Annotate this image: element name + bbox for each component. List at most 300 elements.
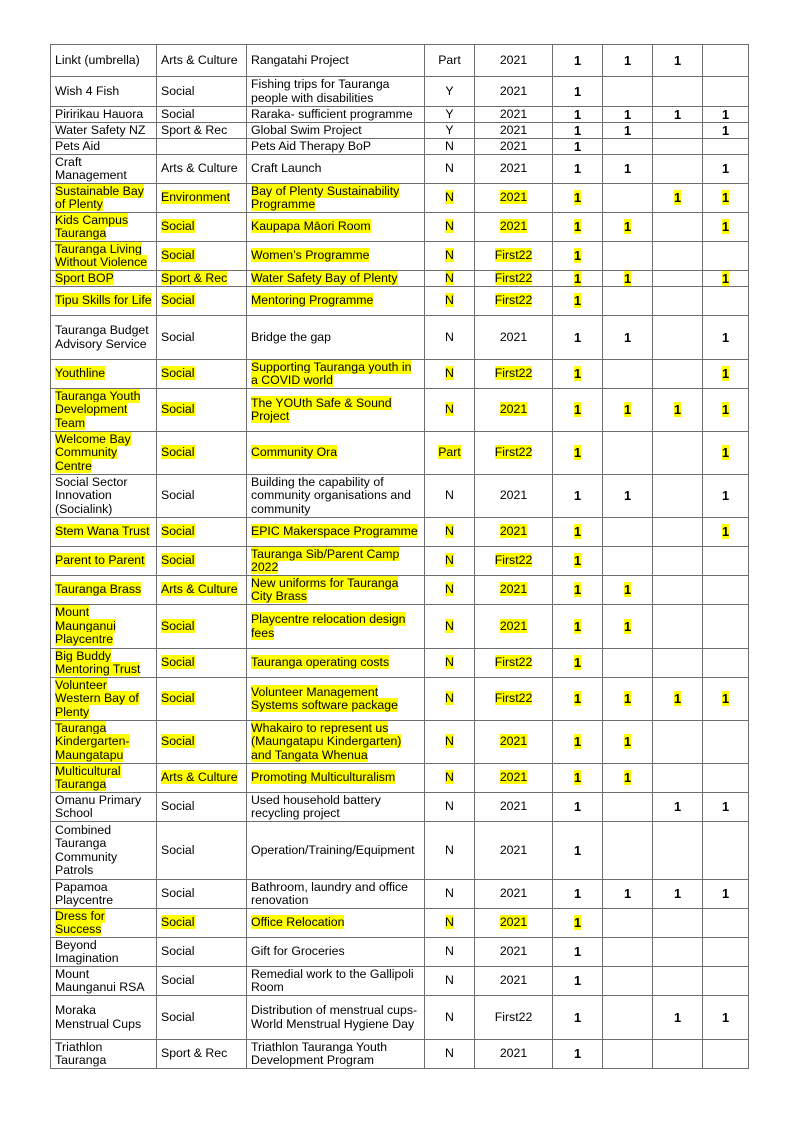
flag-cell [425,721,475,764]
table-row [51,793,749,822]
flag-cell [425,938,475,967]
sector-cell-text: Arts & Culture [161,161,238,176]
flag-cell-text: N [445,734,454,749]
flag-cell-text: N [445,553,454,568]
indicator-2-cell-text: 1 [623,402,632,418]
project-cell-text: Bathroom, laundry and office renovation [251,879,408,907]
project-cell [247,432,425,475]
indicator-2-cell [603,316,653,360]
indicator-4-cell [703,721,749,764]
sector-cell [157,793,247,822]
year-cell-text: First22 [494,293,533,308]
indicator-2-cell [603,139,653,155]
project-cell [247,880,425,909]
sector-cell [157,432,247,475]
indicator-3-cell [653,107,703,123]
indicator-1-cell [553,678,603,721]
indicator-1-cell [553,242,603,271]
year-cell [475,518,553,547]
indicator-3-cell [653,1040,703,1069]
organisation-cell [51,107,157,123]
flag-cell [425,45,475,77]
organisation-cell-text: Big Buddy Mentoring Trust [55,648,141,676]
project-cell-text: Distribution of menstrual cups- World Menstrual Hygiene Day [251,1003,418,1031]
table-row [51,678,749,721]
flag-cell [425,822,475,880]
organisation-cell [51,764,157,793]
sector-cell-text: Social [161,524,195,539]
indicator-4-cell-text: 1 [721,366,730,382]
year-cell-text: 2021 [499,770,528,785]
organisation-cell [51,123,157,139]
indicator-3-cell [653,123,703,139]
flag-cell [425,793,475,822]
indicator-4-cell-text: 1 [721,270,730,286]
year-cell [475,649,553,678]
indicator-1-cell [553,909,603,938]
sector-cell-text: Social [161,329,195,344]
year-cell [475,45,553,77]
table-row [51,107,749,123]
sector-cell [157,475,247,518]
indicator-3-cell [653,389,703,432]
indicator-1-cell-text: 1 [573,329,582,345]
project-cell-text: Volunteer Management Systems software package [251,684,398,712]
indicator-3-cell [653,45,703,77]
sector-cell-text: Social [161,886,195,901]
flag-cell [425,107,475,123]
year-cell-text: 2021 [499,944,528,959]
year-cell-text: 2021 [499,973,528,988]
sector-cell-text: Social [161,655,195,670]
indicator-1-cell-text: 1 [573,488,582,504]
sector-cell-text: Environment [161,190,231,205]
table-row [51,184,749,213]
project-cell-text: Kaupapa Māori Room [251,219,371,234]
sector-cell [157,213,247,242]
project-cell-text: Remedial work to the Gallipoli Room [251,966,414,994]
project-cell-text: Operation/Training/Equipment [251,842,415,857]
indicator-3-cell-text: 1 [673,691,682,707]
sector-cell [157,678,247,721]
indicator-4-cell-text: 1 [721,886,730,902]
sector-cell [157,242,247,271]
project-cell [247,721,425,764]
project-cell [247,389,425,432]
year-cell-text: 2021 [499,219,528,234]
project-cell [247,287,425,316]
indicator-1-cell [553,389,603,432]
indicator-1-cell [553,764,603,793]
sector-cell-text: Social [161,445,195,460]
indicator-1-cell [553,45,603,77]
organisation-cell-text: Sport BOP [55,270,114,285]
indicator-1-cell-text: 1 [573,1046,582,1062]
project-cell-text: Raraka- sufficient programme [251,106,413,121]
indicator-1-cell [553,938,603,967]
organisation-cell-text: Tauranga Budget Advisory Service [55,323,149,351]
indicator-2-cell-text: 1 [623,270,632,286]
organisation-cell [51,432,157,475]
sector-cell-text: Social [161,488,195,503]
indicator-2-cell [603,242,653,271]
flag-cell-text: N [445,270,454,285]
organisation-cell [51,271,157,287]
indicator-1-cell-text: 1 [573,219,582,235]
sector-cell [157,518,247,547]
indicator-1-cell-text: 1 [573,106,582,122]
year-cell-text: 2021 [499,122,528,137]
sector-cell-text: Arts & Culture [161,770,238,785]
year-cell [475,576,553,605]
indicator-1-cell [553,316,603,360]
flag-cell [425,155,475,184]
flag-cell-text: N [445,524,454,539]
organisation-cell-text: Water Safety NZ [55,122,146,137]
indicator-1-cell-text: 1 [573,190,582,206]
indicator-3-cell [653,938,703,967]
indicator-3-cell [653,576,703,605]
indicator-4-cell-text: 1 [721,161,730,177]
project-cell [247,271,425,287]
indicator-3-cell [653,649,703,678]
indicator-1-cell [553,605,603,649]
year-cell-text: 2021 [499,106,528,121]
organisation-cell-text: Craft Management [55,154,127,182]
table-row [51,77,749,107]
organisation-cell [51,45,157,77]
sector-cell [157,605,247,649]
project-cell [247,184,425,213]
year-cell-text: 2021 [499,524,528,539]
indicator-4-cell [703,389,749,432]
table-row [51,996,749,1040]
year-cell-text: 2021 [499,52,528,67]
indicator-1-cell [553,1040,603,1069]
organisation-cell [51,605,157,649]
flag-cell [425,271,475,287]
organisation-cell [51,213,157,242]
indicator-1-cell [553,880,603,909]
sector-cell [157,880,247,909]
year-cell-text: 2021 [499,582,528,597]
project-cell-text: Bay of Plenty Sustainability Programme [251,183,400,211]
indicator-1-cell-text: 1 [573,691,582,707]
indicator-3-cell-text: 1 [673,886,682,902]
indicator-2-cell [603,123,653,139]
project-cell-text: Tauranga operating costs [251,655,390,670]
year-cell [475,605,553,649]
year-cell-text: 2021 [499,734,528,749]
sector-cell [157,389,247,432]
year-cell-text: 2021 [499,799,528,814]
sector-cell [157,996,247,1040]
organisation-cell-text: Mount Maunganui Playcentre [55,605,116,647]
flag-cell-text: Y [445,122,454,137]
indicator-4-cell [703,518,749,547]
organisation-cell-text: Piririkau Hauora [55,106,144,121]
organisation-cell [51,316,157,360]
project-cell [247,45,425,77]
indicator-1-cell-text: 1 [573,1009,582,1025]
indicator-1-cell [553,107,603,123]
indicator-4-cell [703,271,749,287]
indicator-1-cell-text: 1 [573,842,582,858]
indicator-2-cell-text: 1 [623,161,632,177]
organisation-cell [51,967,157,996]
year-cell [475,213,553,242]
flag-cell [425,1040,475,1069]
indicator-1-cell-text: 1 [573,770,582,786]
sector-cell [157,1040,247,1069]
indicator-2-cell-text: 1 [623,488,632,504]
indicator-2-cell [603,649,653,678]
sector-cell [157,822,247,880]
indicator-1-cell [553,721,603,764]
flag-cell [425,432,475,475]
indicator-4-cell [703,764,749,793]
year-cell [475,77,553,107]
organisation-cell-text: Youthline [55,366,106,381]
project-cell-text: Global Swim Project [251,122,362,137]
indicator-1-cell-text: 1 [573,734,582,750]
sector-cell [157,184,247,213]
project-cell [247,518,425,547]
sector-cell [157,139,247,155]
indicator-3-cell-text: 1 [673,106,682,122]
flag-cell [425,316,475,360]
project-cell [247,938,425,967]
sector-cell-text: Social [161,691,195,706]
sector-cell-text: Social [161,553,195,568]
indicator-1-cell-text: 1 [573,973,582,989]
organisation-cell-text: Linkt (umbrella) [55,52,140,67]
project-cell [247,649,425,678]
sector-cell [157,721,247,764]
flag-cell [425,547,475,576]
year-cell [475,909,553,938]
flag-cell-text: Y [445,106,454,121]
year-cell-text: First22 [494,248,533,263]
sector-cell [157,123,247,139]
year-cell-text: 2021 [499,83,528,98]
indicator-2-cell [603,576,653,605]
indicator-1-cell [553,822,603,880]
project-cell-text: Rangatahi Project [251,52,349,67]
sector-cell [157,967,247,996]
organisation-cell [51,880,157,909]
indicator-2-cell [603,432,653,475]
flag-cell-text: N [445,329,454,344]
flag-cell [425,764,475,793]
organisation-cell-text: Stem Wana Trust [55,524,150,539]
flag-cell [425,213,475,242]
flag-cell [425,475,475,518]
project-cell [247,475,425,518]
indicator-1-cell [553,576,603,605]
flag-cell-text: N [445,915,454,930]
indicator-3-cell [653,242,703,271]
indicator-1-cell-text: 1 [573,52,582,68]
indicator-4-cell-text: 1 [721,106,730,122]
project-cell [247,107,425,123]
indicator-2-cell [603,360,653,389]
flag-cell [425,576,475,605]
flag-cell [425,389,475,432]
year-cell-text: 2021 [499,138,528,153]
project-cell-text: Tauranga Sib/Parent Camp 2022 [251,546,400,574]
flag-cell-text: N [445,886,454,901]
indicator-2-cell-text: 1 [623,886,632,902]
table-row [51,271,749,287]
indicator-4-cell [703,213,749,242]
indicator-4-cell [703,605,749,649]
flag-cell [425,518,475,547]
indicator-4-cell [703,649,749,678]
organisation-cell [51,475,157,518]
indicator-3-cell [653,996,703,1040]
flag-cell-text: N [445,582,454,597]
year-cell [475,938,553,967]
organisation-cell-text: Parent to Parent [55,553,145,568]
indicator-2-cell [603,909,653,938]
organisation-cell-text: Tauranga Living Without Violence [55,241,148,269]
year-cell [475,764,553,793]
project-cell [247,678,425,721]
organisation-cell [51,547,157,576]
year-cell [475,242,553,271]
organisation-cell [51,909,157,938]
project-cell [247,316,425,360]
flag-cell-text: N [445,293,454,308]
indicator-2-cell [603,678,653,721]
sector-cell [157,45,247,77]
indicator-2-cell-text: 1 [623,122,632,138]
project-cell-text: Supporting Tauranga youth in a COVID world [251,359,412,387]
sector-cell [157,909,247,938]
flag-cell-text: N [445,799,454,814]
indicator-3-cell [653,139,703,155]
organisation-cell [51,360,157,389]
year-cell [475,721,553,764]
indicator-4-cell-text: 1 [721,524,730,540]
year-cell-text: 2021 [499,886,528,901]
organisation-cell-text: Pets Aid [55,138,101,153]
project-cell [247,909,425,938]
year-cell-text: 2021 [499,161,528,176]
indicator-4-cell-text: 1 [721,190,730,206]
indicator-3-cell-text: 1 [673,1009,682,1025]
year-cell [475,360,553,389]
indicator-2-cell-text: 1 [623,770,632,786]
indicator-3-cell [653,316,703,360]
sector-cell-text: Social [161,83,195,98]
indicator-3-cell [653,155,703,184]
project-cell [247,793,425,822]
table-row [51,938,749,967]
indicator-2-cell [603,605,653,649]
indicator-1-cell-text: 1 [573,138,582,154]
indicator-2-cell-text: 1 [623,219,632,235]
flag-cell [425,649,475,678]
indicator-2-cell [603,271,653,287]
organisation-cell [51,155,157,184]
table-row [51,909,749,938]
indicator-2-cell [603,938,653,967]
project-cell [247,77,425,107]
project-cell-text: Office Relocation [251,915,345,930]
organisation-cell [51,389,157,432]
flag-cell-text: N [445,248,454,263]
year-cell [475,880,553,909]
table-row [51,123,749,139]
organisation-cell-text: Kids Campus Tauranga [55,212,129,240]
year-cell [475,822,553,880]
project-cell-text: Whakairo to represent us (Maungatapu Kindergarten) and Tangata Whenua [251,720,402,762]
indicator-2-cell-text: 1 [623,329,632,345]
sector-cell [157,360,247,389]
organisation-cell-text: Beyond Imagination [55,937,119,965]
year-cell [475,389,553,432]
indicator-3-cell-text: 1 [673,52,682,68]
year-cell [475,155,553,184]
indicator-1-cell [553,271,603,287]
flag-cell-text: N [445,190,454,205]
indicator-4-cell [703,242,749,271]
project-cell [247,576,425,605]
indicator-1-cell [553,155,603,184]
table-row [51,287,749,316]
year-cell [475,793,553,822]
indicator-2-cell [603,880,653,909]
indicator-4-cell [703,316,749,360]
organisation-cell [51,77,157,107]
sector-cell [157,107,247,123]
sector-cell-text: Social [161,973,195,988]
table-row [51,1040,749,1069]
year-cell [475,184,553,213]
indicator-1-cell-text: 1 [573,553,582,569]
flag-cell-text: N [445,655,454,670]
year-cell-text: First22 [494,553,533,568]
organisation-cell [51,287,157,316]
indicator-2-cell [603,996,653,1040]
flag-cell-text: N [445,770,454,785]
project-cell-text: Building the capability of community organisations and community [251,474,411,516]
year-cell-text: First22 [494,691,533,706]
organisation-cell [51,721,157,764]
project-cell [247,123,425,139]
indicator-2-cell-text: 1 [623,106,632,122]
flag-cell-text: N [445,366,454,381]
indicator-3-cell [653,909,703,938]
table-row [51,475,749,518]
indicator-1-cell-text: 1 [573,293,582,309]
table-row [51,432,749,475]
project-cell-text: Bridge the gap [251,329,331,344]
indicator-3-cell [653,271,703,287]
organisation-cell-text: Volunteer Western Bay of Plenty [55,677,139,719]
table-row [51,967,749,996]
organisation-cell-text: Combined Tauranga Community Patrols [55,822,118,877]
indicator-4-cell [703,967,749,996]
sector-cell [157,938,247,967]
project-cell-text: EPIC Makerspace Programme [251,524,418,539]
project-cell-text: Fishing trips for Tauranga people with disabilities [251,77,390,105]
year-cell-text: 2021 [499,618,528,633]
year-cell [475,432,553,475]
indicator-3-cell [653,432,703,475]
